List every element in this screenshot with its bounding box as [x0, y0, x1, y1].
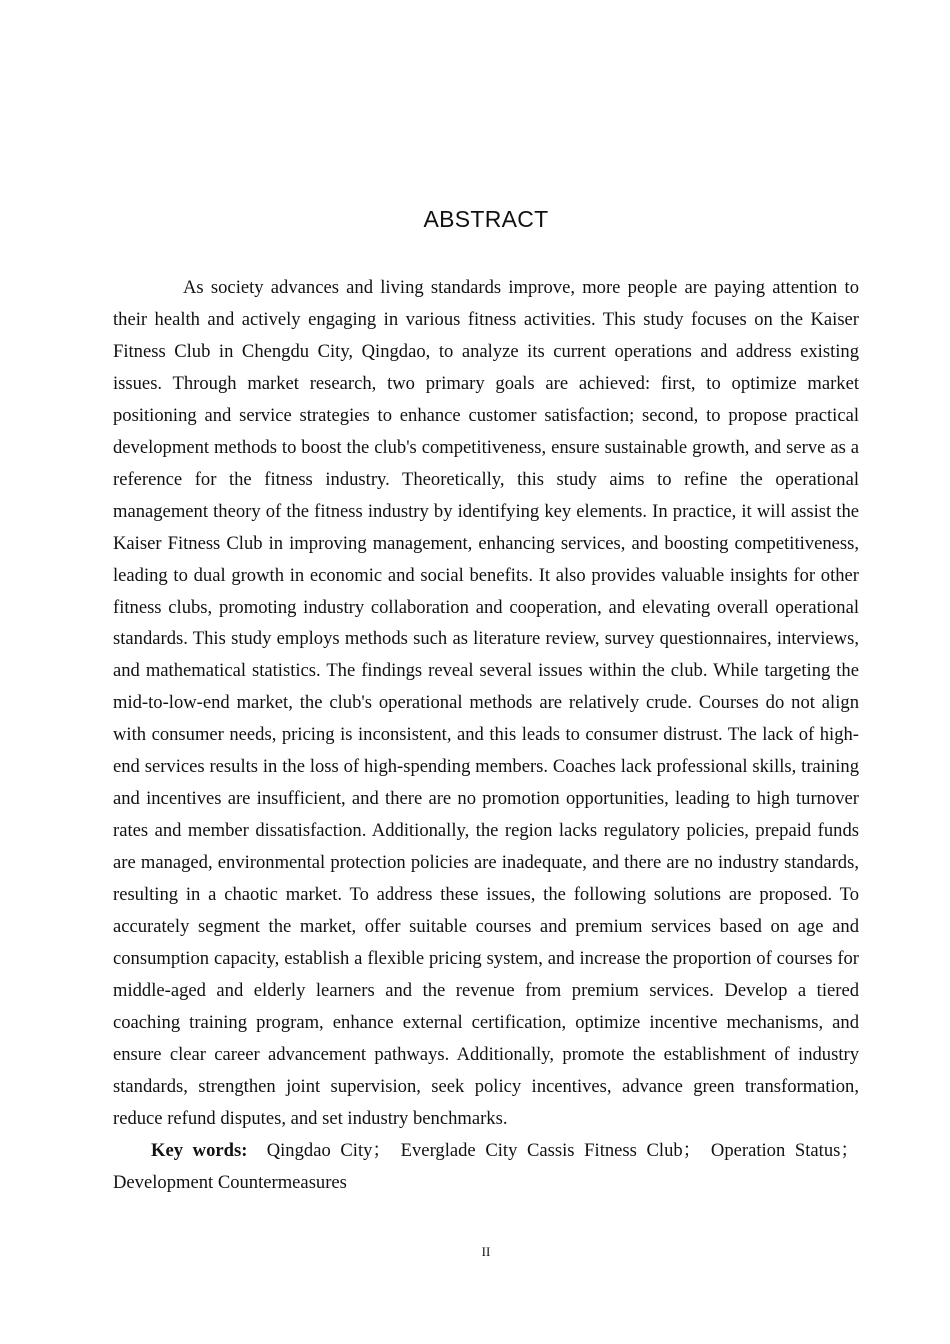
keywords-list: Qingdao City； Everglade City Cassis Fitness Club； Operation Status； Development Countermeasures — [113, 1139, 859, 1193]
keywords-label: Key words: — [151, 1139, 248, 1161]
page-number: II — [481, 1244, 491, 1259]
abstract-title: ABSTRACT — [423, 206, 549, 232]
abstract-body — [113, 272, 859, 1199]
keywords-paragraph — [113, 1135, 859, 1199]
abstract-paragraph: As society advances and living standards improve, more people are paying attention to their health and actively engaging in various fitness activities. This study focuses on the Kaiser Fitness Club in Chengdu City, Qingdao, to analyze its current operations and address existing issues. Through market research, two primary goals are achieved: first, to optimize market positioning and service strategies to enhance customer satisfaction; second, to propose practical development methods to boost the club's competitiveness, ensure sustainable growth, and serve as a reference for the fitness industry. Theoretically, this study aims to refine the operational management theory of the fitness industry by identifying key elements. In practice, it will assist the Kaiser Fitness Club in improving management, enhancing services, and boosting competitiveness, leading to dual growth in economic and social benefits. It also provides valuable insights for other fitness clubs, promoting industry collaboration and cooperation, and elevating overall operational standards. This study employs methods such as literature review, survey questionnaires, interviews, and mathematical statistics. The findings reveal several issues within the club. While targeting the mid-to-low-end market, the club's operational methods are relatively crude. Courses do not align with consumer needs, pricing is inconsistent, and this leads to consumer distrust. The lack of high-end services results in the loss of high-spending members. Coaches lack professional skills, training and incentives are insufficient, and there are no promotion opportunities, leading to high turnover rates and member dissatisfaction. Additionally, the region lacks regulatory policies, prepaid funds are managed, environmental protection policies are inadequate, and there are no industry standards, resulting in a chaotic market. To address these issues, the following solutions are proposed. To accurately segment the market, offer suitable courses and premium services based on age and consumption capacity, establish a flexible pricing system, and increase the proportion of courses for middle-aged and elderly learners and the revenue from premium services. Develop a tiered coaching training program, enhance external certification, optimize incentive mechanisms, and ensure clear career advancement pathways. Additionally, promote the establishment of industry standards, strengthen joint supervision, seek policy incentives, advance green transformation, reduce refund disputes, and set industry benchmarks. — [113, 277, 859, 1129]
